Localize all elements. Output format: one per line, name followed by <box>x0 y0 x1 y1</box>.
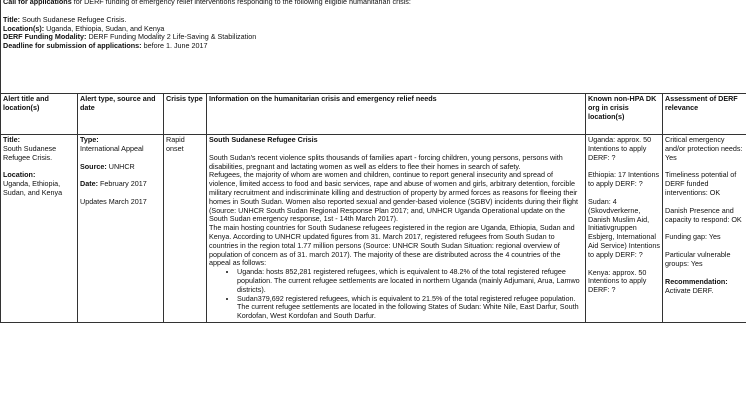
column-header: Information on the humanitarian crisis and emergency relief needs <box>207 94 586 135</box>
list-item: • Sudan379,692 registered refugees, which is equivalent to 21.5% of the total registered refugee population. The current refugee settlements are located in the following States of Sudan: White Nile, East Darfur, South Kordofan, West Kordofan and South Darfur. <box>237 295 583 321</box>
crisis-info-paragraph: South Sudan's recent violence splits thousands of families apart - forcing children, young persons, persons with disabilities, pregnant and lactating women as well as elders to flee their homes in search of safety. <box>209 152 563 171</box>
assessment-timeliness: Timeliness potential of DERF funded interventions: OK <box>665 170 737 197</box>
crisis-info-paragraph: Refugees, the majority of whom are women and children, continue to report general insecurity and spread of violence, limited access to food and basic services, rape and abuse of women and girls, arbitrary detention, forcible military recruitment and indiscriminate killing and destruction of property by armed forces as reasons for fleeing their homes in South Sudan. Women also reported sexual and gender-based violence (SGBV) incidents during their flight (Source: UNHCR South Sudan Regional Response Plan 2017; and, UNHCR Uganda Operational update on the South Sudan emergency response, 1st - 14th March 2017). <box>209 170 579 224</box>
alert-location-label: Location: <box>3 170 36 180</box>
alert-type-label: Type: <box>80 135 99 144</box>
country-list <box>209 268 583 321</box>
call-text: for DERF funding of emergency relief interventions responding to the following eligible humanitarian crisis: <box>71 0 411 6</box>
table-header-row <box>1 94 746 135</box>
orgs-uganda: Uganda: approx. 50 Intentions to apply DERF: ? <box>588 135 652 162</box>
assessment-vulnerable: Particular vulnerable groups: Yes <box>665 250 731 268</box>
call-header <box>0 0 746 94</box>
alert-source-label: Source: <box>80 161 107 171</box>
alert-date-label: Date: <box>80 179 98 189</box>
assessment-critical: Critical emergency and/or protection needs: Yes <box>665 135 743 162</box>
crisis-info-cell <box>207 135 586 323</box>
crisis-info-paragraph: The main hosting countries for South Sudanese refugees registered in the region are Uganda, Ethiopia, Sudan and Kenya. According to UNHCR updated figures from 31. March 2017, registered refugees from South Sudan to countries in the region total 1.77 million persons (Source: UNHCR South Sudan Situation: regional overview of population of concern as of 31. march 2017). The majority of these are distributed across the 4 countries of the appeal as follows: <box>209 223 575 268</box>
call-line <box>1 0 746 7</box>
column-header: Alert type, source and date <box>78 94 164 135</box>
alert-type-cell <box>78 135 164 323</box>
orgs-ethiopia: Ethiopia: 17 Intentions to apply DERF: ? <box>588 170 660 189</box>
title-label: Title: <box>3 14 21 24</box>
locations-value: Uganda, Ethiopia, Sudan, and Kenya <box>44 23 165 33</box>
table-row <box>1 135 746 323</box>
column-header: Alert title and location(s) <box>1 94 78 135</box>
alert-source-value: UNHCR <box>106 161 135 171</box>
locations-label: Location(s): <box>3 23 45 33</box>
crisis-type-cell <box>164 135 207 323</box>
column-header: Crisis type <box>164 94 207 135</box>
alert-title-value: South Sudanese Refugee Crisis. <box>3 143 57 162</box>
orgs-kenya: Kenya: approx. 50 Intentions to apply DERF: ? <box>588 267 647 295</box>
assessment-cell <box>663 135 746 323</box>
list-item: • Uganda: hosts 852,281 registered refugees, which is equivalent to 48.2% of the total registered refugee population. The current refugee settlements are located in northern Uganda (mainly Adjumani, Arua, Lamwo districts). <box>237 268 583 294</box>
deadline-label: Deadline for submission of applications: <box>3 41 142 51</box>
column-header: Known non-HPA DK org in crisis location(s) <box>586 94 663 135</box>
column-header: Assessment of DERF relevance <box>663 94 746 135</box>
known-orgs-cell <box>586 135 663 323</box>
modality-value: DERF Funding Modality 2 Life-Saving & Stabilization <box>86 32 257 42</box>
alert-title-label: Title: <box>3 135 21 144</box>
alert-title-cell <box>1 135 78 323</box>
call-label: Call for applications <box>3 0 72 6</box>
alert-location-value: Uganda, Ethiopia, Sudan, and Kenya <box>3 179 63 197</box>
alert-type-value: International Appeal <box>80 143 144 153</box>
alert-updated: Updates March 2017 <box>80 197 147 207</box>
modality-label: DERF Funding Modality: <box>3 32 87 42</box>
deadline-line <box>1 42 746 51</box>
assessment-funding-gap: Funding gap: Yes <box>665 232 721 242</box>
alert-date-value: February 2017 <box>97 179 147 189</box>
crisis-type-value: Rapid onset <box>166 135 185 153</box>
deadline-value: before 1. June 2017 <box>141 41 208 51</box>
crisis-info-heading: South Sudanese Refugee Crisis <box>209 135 318 144</box>
assessment-presence: Danish Presence and capacity to respond: OK <box>665 205 742 224</box>
recommendation-value: Activate DERF. <box>665 285 714 295</box>
title-value: South Sudanese Refugee Crisis. <box>20 14 127 24</box>
alert-table <box>0 93 746 323</box>
recommendation-label: Recommendation: <box>665 276 728 286</box>
orgs-sudan: Sudan: 4 (Skovdverkerne, Danish Muslim Aid, Initiativgruppen Esbjerg, International Aid Service) Intentions to apply DERF: ? <box>588 196 660 259</box>
